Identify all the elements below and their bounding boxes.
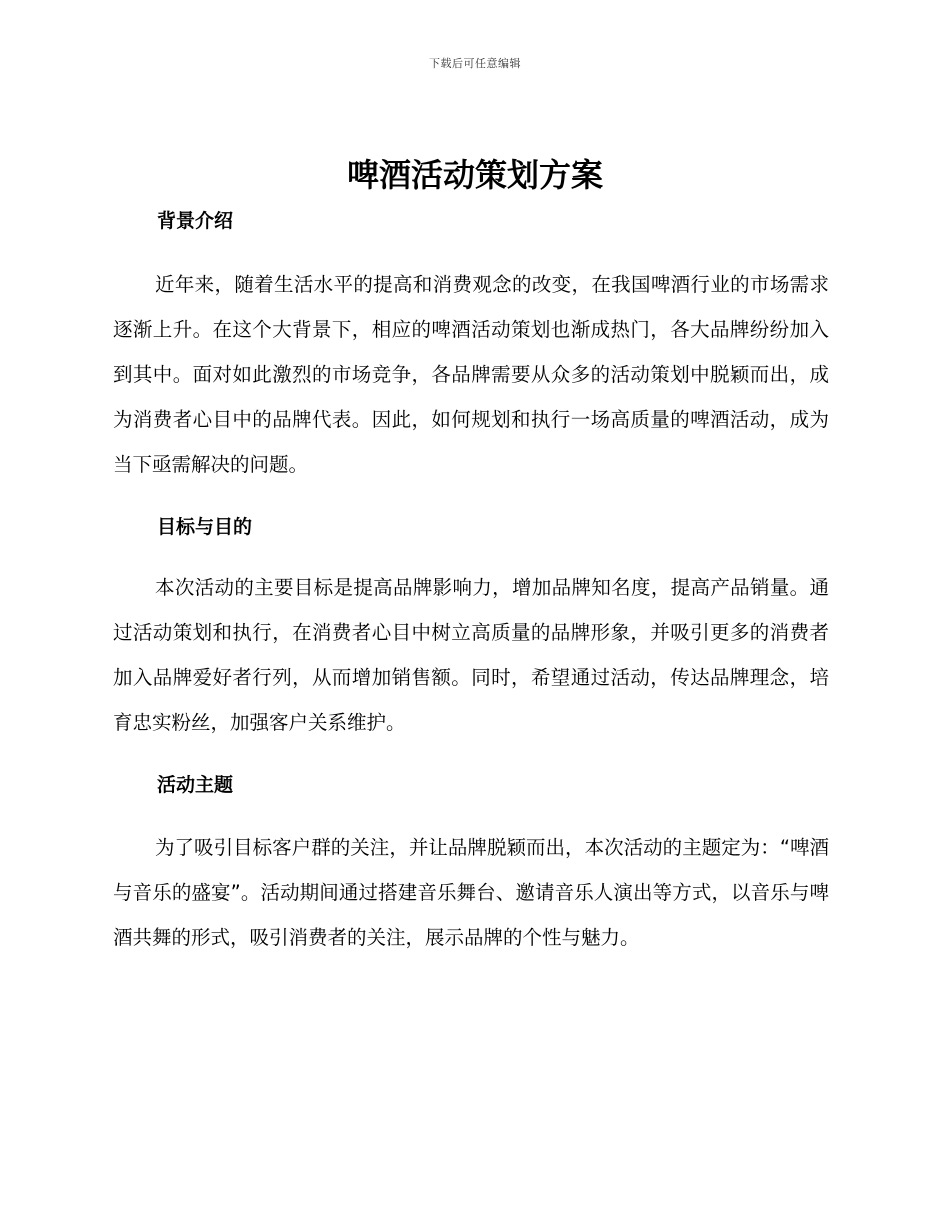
section-heading-background: 背景介绍	[157, 210, 234, 232]
section-heading-theme: 活动主题	[157, 774, 234, 796]
section-paragraph-goals: 本次活动的主要目标是提高品牌影响力，增加品牌知名度，提高产品销量。通过活动策划和执行，在消费者心目中树立高质量的品牌形象，并吸引更多的消费者加入品牌爱好者行列，从而增加销售额。同时，希望通过活动，传达品牌理念，培育忠实粉丝，加强客户关系维护。	[113, 576, 829, 734]
section-paragraph-theme: 为了吸引目标客户群的关注，并让品牌脱颖而出，本次活动的主题定为：“啤酒与音乐的盛宴”。活动期间通过搭建音乐舞台、邀请音乐人演出等方式，以音乐与啤酒共舞的形式，吸引消费者的关注，展示品牌的个性与魅力。	[113, 836, 829, 949]
section-heading-goals: 目标与目的	[157, 516, 253, 538]
header-note: 下载后可任意编辑	[429, 57, 521, 70]
document-body	[113, 205, 829, 960]
document-title: 啤酒活动策划方案	[346, 156, 603, 194]
section-paragraph-background: 近年来，随着生活水平的提高和消费观念的改变，在我国啤酒行业的市场需求逐渐上升。在这个大背景下，相应的啤酒活动策划也渐成热门，各大品牌纷纷加入到其中。面对如此激烈的市场竞争，各品牌需要从众多的活动策划中脱颖而出，成为消费者心目中的品牌代表。因此，如何规划和执行一场高质量的啤酒活动，成为当下亟需解决的问题。	[113, 273, 829, 476]
